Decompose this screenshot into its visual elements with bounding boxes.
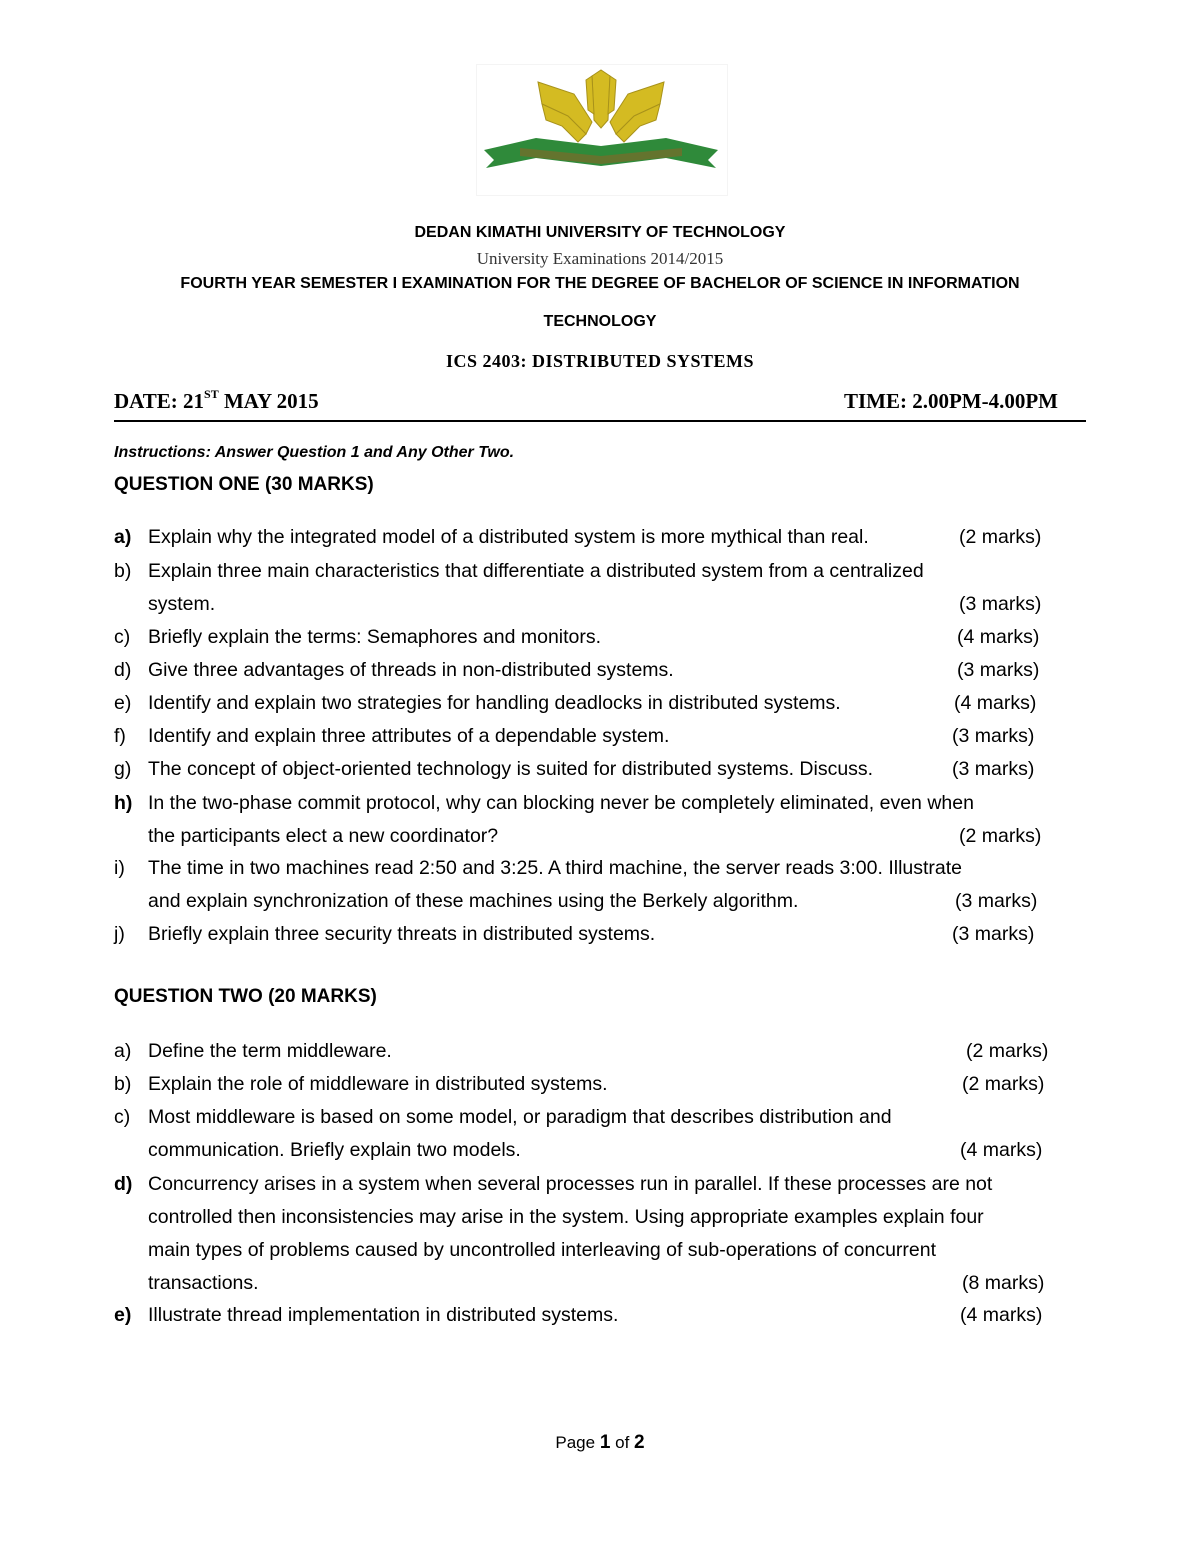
degree-line-1: FOURTH YEAR SEMESTER I EXAMINATION FOR THE DEGREE OF BACHELOR OF SCIENCE IN INFORMATION <box>180 275 1020 292</box>
item-label: c) <box>114 626 131 648</box>
item-label: e) <box>114 692 132 714</box>
item-text-line: Illustrate thread implementation in distributed systems. <box>148 1304 619 1326</box>
current-page: 1 <box>599 1432 611 1453</box>
question-item <box>114 918 1086 951</box>
item-text-line: Briefly explain the terms: Semaphores and monitors. <box>148 626 602 648</box>
item-text <box>148 1299 1086 1332</box>
item-label: i) <box>114 857 125 879</box>
item-label: e) <box>114 1304 132 1326</box>
item-label: j) <box>114 923 125 945</box>
item-text <box>148 720 1086 753</box>
item-text <box>148 1068 1086 1101</box>
exam-time: TIME: 2.00PM-4.00PM <box>843 389 1058 413</box>
question-item <box>114 555 1086 621</box>
item-marks: (2 marks) <box>966 1040 1049 1062</box>
item-text <box>148 654 1086 687</box>
university-crest-icon <box>476 64 726 194</box>
date-time-line <box>114 389 1086 419</box>
question-item <box>114 1168 1086 1300</box>
question-item <box>114 1101 1086 1167</box>
item-marks: (2 marks) <box>959 825 1042 847</box>
item-marks: (8 marks) <box>962 1272 1045 1294</box>
item-text <box>148 521 1086 554</box>
item-text <box>148 687 1086 720</box>
item-text-line: controlled then inconsistencies may arise in the system. Using appropriate examples explain four <box>148 1206 984 1228</box>
item-text <box>148 555 1086 621</box>
item-label: h) <box>114 792 133 814</box>
exam-session: University Examinations 2014/2015 <box>476 249 724 268</box>
question-item <box>114 753 1086 786</box>
item-text-line: In the two-phase commit protocol, why can blocking never be completely eliminated, even when <box>148 792 974 814</box>
item-label: c) <box>114 1106 131 1128</box>
item-text <box>148 1168 1086 1300</box>
item-marks: (2 marks) <box>959 526 1042 548</box>
item-text <box>148 918 1086 951</box>
item-text-line: Explain three main characteristics that differentiate a distributed system from a centralized <box>148 560 924 582</box>
item-marks: (4 marks) <box>960 1139 1043 1161</box>
item-text-line: main types of problems caused by uncontrolled interleaving of sub-operations of concurrent <box>148 1239 937 1261</box>
item-text-line: system. <box>148 593 216 615</box>
header-divider <box>114 420 1086 422</box>
question-item <box>114 1035 1086 1068</box>
item-text <box>148 787 1086 853</box>
item-text-line: and explain synchronization of these machines using the Berkely algorithm. <box>148 890 799 912</box>
university-name: DEDAN KIMATHI UNIVERSITY OF TECHNOLOGY <box>414 224 786 241</box>
of-word: of <box>615 1433 630 1452</box>
item-text-line: Explain why the integrated model of a distributed system is more mythical than real. <box>148 526 869 548</box>
item-text <box>148 753 1086 786</box>
item-text-line: Most middleware is based on some model, or paradigm that describes distribution and <box>148 1106 892 1128</box>
item-text-line: Give three advantages of threads in non-distributed systems. <box>148 659 674 681</box>
course-title: ICS 2403: DISTRIBUTED SYSTEMS <box>445 351 755 371</box>
item-label: g) <box>114 758 132 780</box>
item-marks: (3 marks) <box>957 659 1040 681</box>
university-logo <box>476 64 726 194</box>
item-text <box>148 852 1086 918</box>
item-marks: (2 marks) <box>962 1073 1045 1095</box>
item-marks: (3 marks) <box>952 725 1035 747</box>
instructions: Instructions: Answer Question 1 and Any Other Two. <box>114 444 515 461</box>
page-word: Page <box>555 1433 596 1452</box>
item-marks: (4 marks) <box>957 626 1040 648</box>
date-prefix: DATE: 21 <box>114 389 205 413</box>
item-marks: (3 marks) <box>959 593 1042 615</box>
item-marks: (4 marks) <box>960 1304 1043 1326</box>
item-marks: (3 marks) <box>955 890 1038 912</box>
item-label: b) <box>114 560 132 582</box>
question-item <box>114 720 1086 753</box>
page-footer <box>0 1432 1200 1454</box>
item-text-line: transactions. <box>148 1272 259 1294</box>
item-label: a) <box>114 1040 132 1062</box>
total-pages: 2 <box>634 1432 645 1453</box>
item-text-line: Identify and explain two strategies for handling deadlocks in distributed systems. <box>148 692 841 714</box>
degree-line-2: TECHNOLOGY <box>543 313 657 330</box>
question-item <box>114 687 1086 720</box>
item-marks: (4 marks) <box>954 692 1037 714</box>
item-text-line: communication. Briefly explain two models. <box>148 1139 521 1161</box>
question-item <box>114 1068 1086 1101</box>
date-suffix: MAY 2015 <box>218 389 319 413</box>
item-text <box>148 1035 1086 1068</box>
item-text-line: Briefly explain three security threats in distributed systems. <box>148 923 656 945</box>
item-label: f) <box>114 725 126 747</box>
item-text-line: the participants elect a new coordinator? <box>148 825 499 847</box>
item-text-line: The time in two machines read 2:50 and 3:25. A third machine, the server reads 3:00. Illustrate <box>148 857 963 879</box>
question-one-title: QUESTION ONE (30 MARKS) <box>114 474 374 495</box>
item-label: a) <box>114 526 132 548</box>
question-item <box>114 654 1086 687</box>
exam-date <box>114 389 319 414</box>
item-text-line: Identify and explain three attributes of a dependable system. <box>148 725 670 747</box>
question-item <box>114 521 1086 554</box>
date-superscript: ST <box>204 387 219 401</box>
question-two-title: QUESTION TWO (20 MARKS) <box>114 986 377 1007</box>
question-item <box>114 1299 1086 1332</box>
question-item <box>114 852 1086 918</box>
item-label: d) <box>114 659 132 681</box>
item-text-line: Define the term middleware. <box>148 1040 392 1062</box>
item-text <box>148 1101 1086 1167</box>
item-label: b) <box>114 1073 132 1095</box>
item-text-line: The concept of object-oriented technology is suited for distributed systems. Discuss. <box>148 758 874 780</box>
item-text <box>148 621 1086 654</box>
item-text-line: Concurrency arises in a system when several processes run in parallel. If these processes are not <box>148 1173 993 1195</box>
item-text-line: Explain the role of middleware in distributed systems. <box>148 1073 608 1095</box>
question-item <box>114 621 1086 654</box>
item-label: d) <box>114 1173 133 1195</box>
question-item <box>114 787 1086 853</box>
item-marks: (3 marks) <box>952 758 1035 780</box>
item-marks: (3 marks) <box>952 923 1035 945</box>
